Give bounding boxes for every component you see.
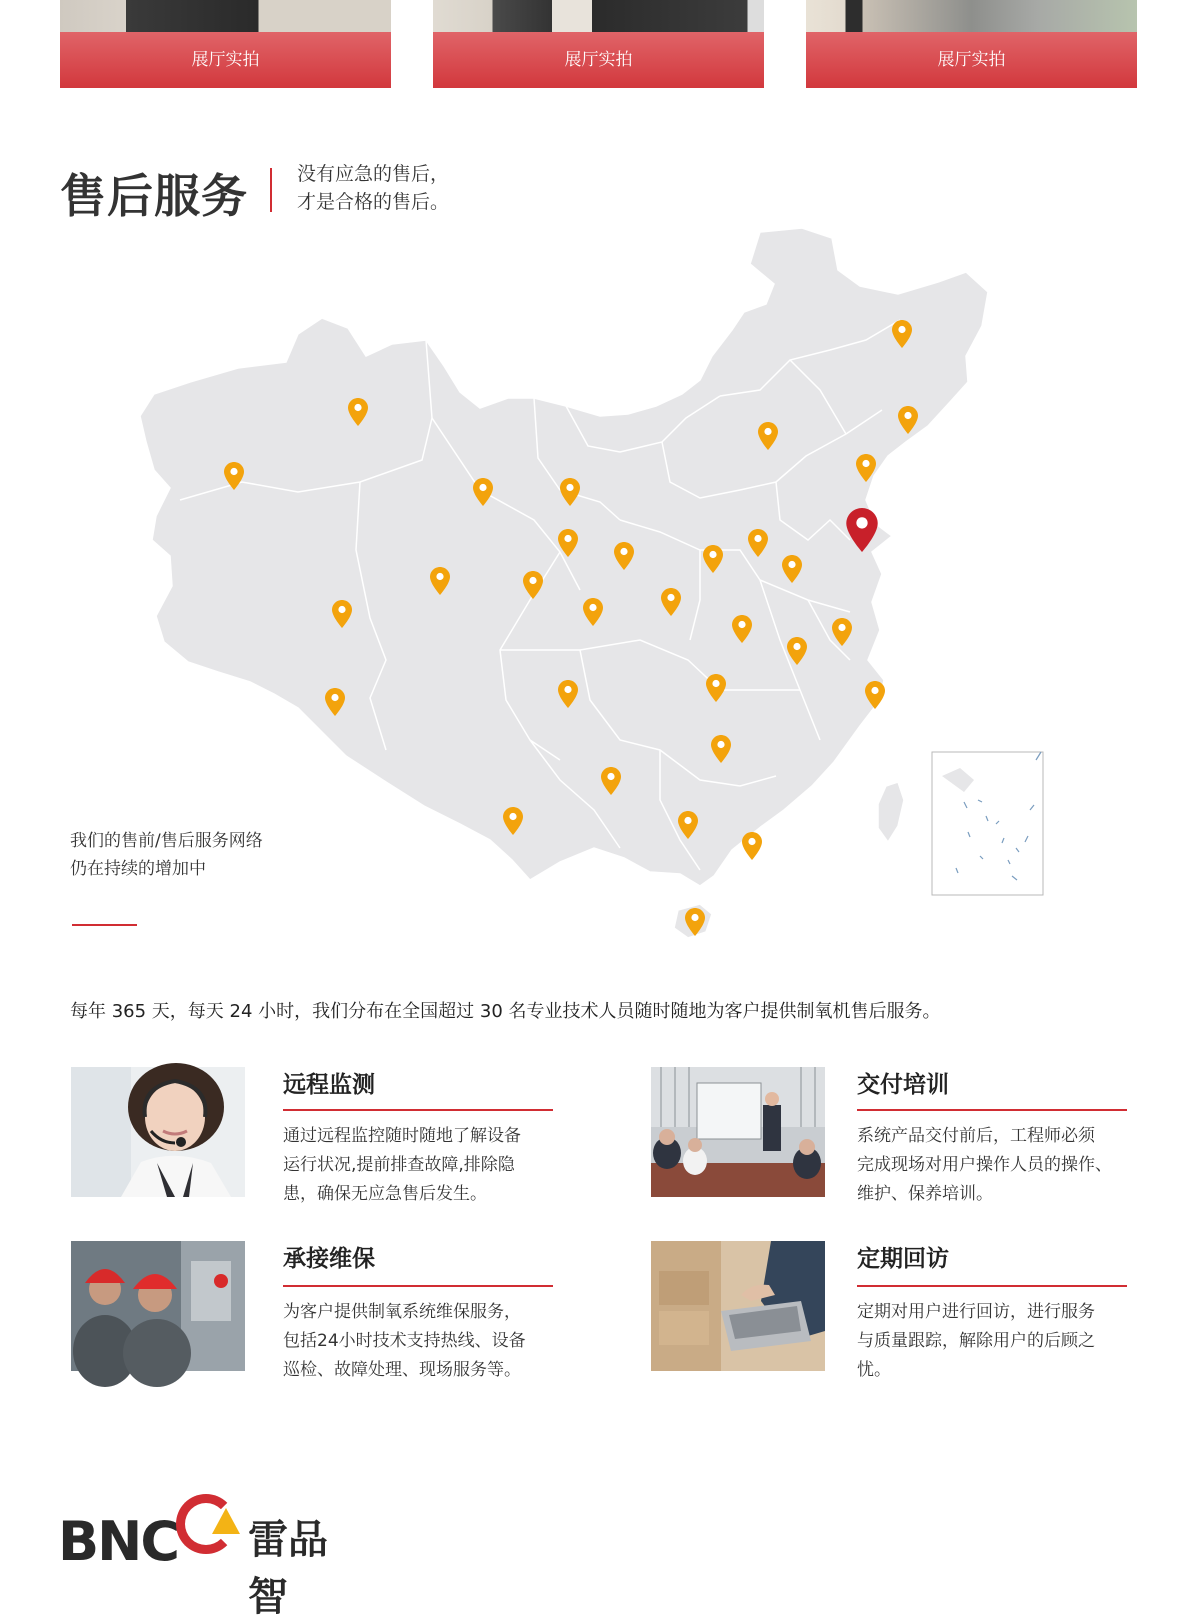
- service-title: 远程监测: [283, 1072, 375, 1098]
- map-note-line: 仍在持续的增加中: [70, 859, 206, 879]
- gallery-card[interactable]: [433, 0, 764, 88]
- map-note: [70, 827, 263, 883]
- engineers-hardhat-photo: [71, 1241, 245, 1371]
- service-description: [857, 1298, 1147, 1385]
- service-underline: [283, 1109, 553, 1111]
- description-line: 完成现场对用户操作人员的操作、: [857, 1155, 1112, 1175]
- service-underline: [857, 1109, 1127, 1111]
- service-description: [283, 1122, 573, 1209]
- service-title: 定期回访: [857, 1246, 949, 1272]
- description-line: 系统产品交付前后，工程师必须: [857, 1126, 1095, 1146]
- description-line: 患，确保无应急售后发生。: [283, 1184, 487, 1204]
- headset-agent-photo: [71, 1067, 245, 1197]
- map-note-line: 我们的售前/售后服务网络: [70, 831, 263, 851]
- description-line: 忧。: [857, 1360, 891, 1380]
- logo-name: 雷品智: [248, 1517, 328, 1620]
- laptop-followup-photo: [651, 1241, 825, 1371]
- description-line: 定期对用户进行回访，进行服务: [857, 1302, 1095, 1322]
- description-line: 维护、保养培训。: [857, 1184, 993, 1204]
- service-title: 交付培训: [857, 1072, 949, 1098]
- showroom-photo: [806, 0, 1137, 32]
- card-label: 展厅实拍: [433, 32, 764, 88]
- training-meeting-photo: [651, 1067, 825, 1197]
- slogan-line: 没有应急的售后，: [297, 163, 450, 185]
- taiwan-island: [878, 782, 904, 842]
- accent-line: [72, 924, 137, 926]
- logo-mark-accent: [212, 1508, 240, 1534]
- service-summary: 每年 365 天，每天 24 小时，我们分布在全国超过 30 名专业技术人员随时随地为客户提供制氧机售后服务。: [70, 1001, 941, 1022]
- slogan-line: 才是合格的售后。: [297, 191, 450, 213]
- description-line: 运行状况,提前排查故障,排除隐: [283, 1155, 515, 1175]
- mainland-outline: [140, 228, 988, 886]
- gallery-card[interactable]: [60, 0, 391, 88]
- location-pin-icon: [742, 832, 762, 860]
- service-title: 承接维保: [283, 1246, 375, 1272]
- showroom-photo: [60, 0, 391, 32]
- description-line: 为客户提供制氧系统维保服务，: [283, 1302, 521, 1322]
- title-divider: [270, 168, 272, 212]
- logo-letters: BNC: [58, 1510, 178, 1573]
- south-sea-inset: [932, 752, 1043, 895]
- service-underline: [857, 1285, 1127, 1287]
- brand-logo[interactable]: [58, 1492, 358, 1620]
- service-description: [283, 1298, 573, 1385]
- section-slogan: [297, 160, 449, 216]
- service-description: [857, 1122, 1147, 1209]
- description-line: 与质量跟踪，解除用户的后顾之: [857, 1331, 1095, 1351]
- card-label: 展厅实拍: [60, 32, 391, 88]
- description-line: 巡检、故障处理、现场服务等。: [283, 1360, 521, 1380]
- gallery-card[interactable]: [806, 0, 1137, 88]
- service-underline: [283, 1285, 553, 1287]
- description-line: 通过远程监控随时随地了解设备: [283, 1126, 521, 1146]
- card-label: 展厅实拍: [806, 32, 1137, 88]
- showroom-photo: [433, 0, 764, 32]
- section-title: 售后服务: [60, 169, 248, 223]
- description-line: 包括24小时技术支持热线、设备: [283, 1331, 526, 1351]
